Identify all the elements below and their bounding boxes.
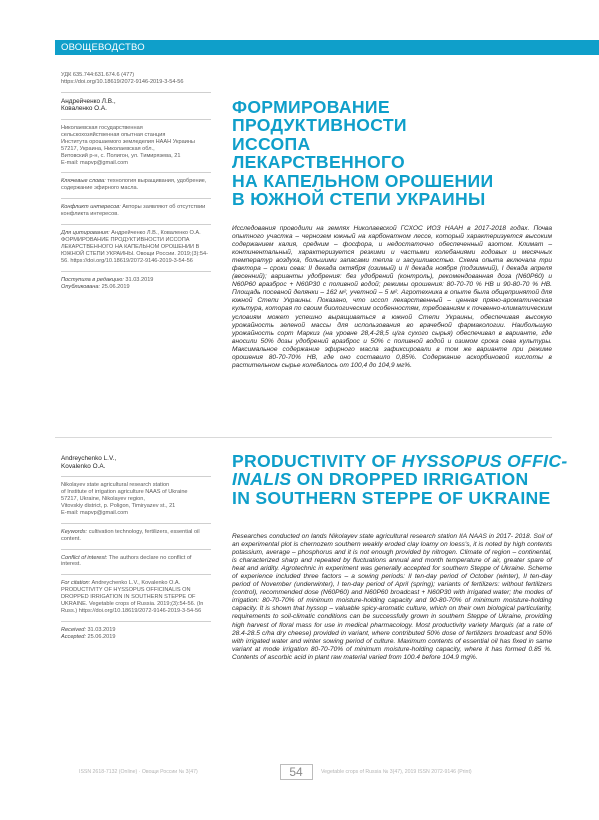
en-abstract: Researches conducted on lands Nikolayev state agricultural research station IIA NAAS in 2017- 2018. Soil of an experimental plot is chernozem southern weakly eroded clay loamy on loess's, it is noted by high contents potassium, average – phosphorus and it is not enough provided by nitrogen. Climate of region – continental, is characterized sharp and repeated by fluctuations annual and month temperature of air, greater spare of heat and aridity. Agrotechnic in experiment was generally accepted for southern Steppe of Ukraine. Scheme of experience included three factors – a sowing periods: II ten-day period of October (winter), II ten-day period of November (underwinter), I ten-day period of April (spring); variants of fertilizers: without fertilizers (control), recommended dose (N60P60) and N60P60 broadcast + N60P30 with irrigated water; the modes of irrigation: 80-70-70% of minimum moisture-holding capacity and 90-80-70% of minimum moisture-holding capacity. It is shown that hyssop – valuable spicy-aromatic culture, which on their own biological particularity, requirements to soil-climatic conditions can be successfully grown in southern Steppe of Ukraine, providing high harvest of floral mass for use in medical pharmacology. Most productivity variety Marquis (at a rate of 28.4-28.5 c/ha dry cheese) provided in variant, where contributed 50% dose of fertilizers broadcast and 50% with irrigated water and winter sowing period of culture. Maximum contents of essential oil has fixed in same variant at mode irrigation 80-70-70% of minimum moisture-holding capacity, where it has formed 0.85 %. Contents of ascorbic acid in plant raw material varied from 100.4 before 104.9 mg%. [232, 533, 552, 661]
page-footer [55, 766, 552, 778]
divider [61, 172, 211, 173]
received [61, 627, 211, 634]
conflict [61, 204, 211, 218]
section-divider [55, 437, 552, 438]
divider [61, 476, 211, 477]
divider [61, 224, 211, 225]
en-meta-column [61, 455, 211, 641]
affiliation-line: Николаевская государственная [61, 125, 143, 131]
affiliation-line: 57217, Ukraine, Nikolayev region, [61, 496, 145, 502]
conflict [61, 555, 211, 569]
conflict-label: Conflict of interest: [61, 554, 108, 561]
divider [61, 549, 211, 550]
citation-text: Андрейченко Л.В., Коваленко О.А. ФОРМИРОВАНИЕ ПРОДУКТИВНОСТИ ИССОПА ЛЕКАРСТВЕННОГО НА КАПЕЛЬНОМ ОРОШЕНИИ В ЮЖНОЙ СТЕПИ УКРАИНЫ. Овощи России. 2019;(3):54-56. https://doi.org/10.18619/2072-9146-2019-3-54-56 [61, 230, 208, 264]
title-text: PRODUCTIVITY OF [232, 451, 402, 471]
keywords [61, 529, 211, 543]
author-1: Andreychenko L.V., [61, 455, 117, 462]
divider [61, 574, 211, 575]
published-date: 25.06.2019 [101, 283, 130, 290]
divider [61, 198, 211, 199]
citation-label: Для цитирования: [61, 230, 110, 237]
published [61, 284, 211, 291]
accepted-label: Accepted: [61, 633, 86, 640]
divider [61, 119, 211, 120]
title-line: ИССОПА [232, 133, 311, 154]
title-line: ФОРМИРОВАНИЕ [232, 97, 390, 117]
title-line: НА КАПЕЛЬНОМ ОРОШЕНИИ [232, 170, 494, 191]
footer-right: Vegetable crops of Russia № 3(47), 2019 ISSN 2072-9146 (Print) [321, 769, 472, 775]
title-line: В ЮЖНОЙ СТЕПИ УКРАИНЫ [232, 189, 486, 210]
en-title [232, 452, 567, 507]
conflict-text: The authors declare no conflict of interest. [61, 554, 192, 568]
udc: УДК 635.744:631.674.6 (477) [61, 72, 135, 78]
title-text: ON DROPPED IRRIGATION [291, 469, 529, 490]
divider [61, 92, 211, 93]
title-species: HYSSOPUS OFFIC- [401, 451, 568, 471]
received-date: 31.03.2019 [125, 276, 154, 283]
divider [61, 523, 211, 524]
keywords [61, 178, 211, 192]
citation-label: For citation: [61, 580, 91, 587]
keywords-text: технология выращивания, удобрение, содержание эфирного масла. [61, 178, 207, 192]
page-number: 54 [289, 765, 303, 779]
citation [61, 230, 211, 265]
affiliation-line: Vitovskiy district, p. Poligon, Timiryazev st., 21 [61, 502, 176, 509]
title-line: ПРОДУКТИВНОСТИ [232, 115, 407, 136]
title-species: INALIS [232, 469, 292, 490]
conflict-text: Авторы заявляют об отсутствии конфликта интересов. [61, 204, 206, 218]
ru-meta-column [61, 72, 211, 290]
title-line [232, 452, 567, 470]
doi-link[interactable]: https://doi.org/10.18619/2072-9146-2019-3-54-56 [61, 78, 184, 85]
keywords-label: Keywords: [61, 528, 88, 535]
received [61, 277, 211, 284]
footer-left: ISSN 2618-7132 (Online) · Овощи России № 3(47) [79, 769, 198, 775]
title-line: IN SOUTHERN STEPPE OF UKRAINE [232, 487, 551, 508]
affiliation-line: Витовский р-н, с. Полигон, ул. Тимирязева, 21 [61, 152, 181, 159]
received-date: 31.03.2019 [87, 626, 116, 633]
conflict-label: Конфликт интересов: [61, 204, 121, 211]
received-label: Received: [61, 626, 86, 633]
affiliation-line: сельскохозяйственная опытная станция [61, 131, 166, 138]
divider [61, 271, 211, 272]
ru-title [232, 98, 493, 208]
published-label: Опубликована: [61, 283, 101, 290]
author-1: Андрейченко Л.В., [61, 97, 116, 105]
email[interactable]: E-mail: mapvp@gmail.com [61, 159, 128, 166]
affiliation-line: Института орошаемого земледелия НААН Украины [61, 138, 195, 145]
received-label: Поступила в редакцию: [61, 276, 124, 283]
keywords-label: Ключевые слова: [61, 178, 106, 185]
email[interactable]: E-mail: mapvp@gmail.com [61, 509, 128, 516]
accepted [61, 634, 211, 641]
author-2: Коваленко О.А. [61, 105, 107, 113]
accepted-date: 25.06.2019 [87, 633, 116, 640]
section-label: ОВОЩЕВОДСТВО [55, 40, 599, 55]
keywords-text: cultivation technology, fertilizers, essential oil content. [61, 528, 200, 542]
citation [61, 580, 211, 615]
affiliation-line: 57217, Украина, Николаевская обл., [61, 145, 155, 152]
ru-abstract: Исследования проводили на землях Николаевской ГСХОС ИОЗ НААН в 2017-2018 годах. Почва опытного участка – чернозем южный на карбонатном лессе, который характеризуется высоким содержанием калия, средним – фосфора, и недостаточно обеспеченный азотом. Климат – континентальный, характеризуется резкими и частыми колебаниями годовых и месячных температур воздуха, большими запасами тепла и засушливостью. Схема опыта включала три фактора – сроки сева: II декада октября (озимый) и II декада ноября (подзимний), I декада апреля (весенний); варианты удобрения: без удобрений (контроль), рекомендованная доза (N60P60) и N60P60 вразброс + N60P30 с поливной водой; режимы орошения: 80-70-70 % НВ и 90-80-70 % НВ. Площадь посевной делянки – 162 м², учетной – 5 м². Агротехника в опыте была общепринятой для южной Степи Украины. Показано, что иссоп лекарственный – ценная пряно-ароматическая культура, которая по своим биологическим особенностям, требованиям к почвенно-климатическим условиям может успешно выращиваться в южной Степи Украины, обеспечивая высокую урожайность зеленой массы для использования во врачебной фармакологии. Наибольшую урожайность сорт Маркиз (на уровне 28,4-28,5 ц/га сухого сырья) обеспечивал в варианте, где вносили 50% дозы удобрений вразброс и 50% с поливной водой и озимом срока сева культуры. Максимальное содержание эфирного масла зафиксировали в том же варианте при режиме орошения 80-70-70% НВ, где оно составило 0,85%. Содержание аскорбиновой кислоты в растительном сырье колебалось от 100,4 до 104,9 мг%. [232, 225, 552, 369]
title-line [232, 470, 567, 488]
title-line: ЛЕКАРСТВЕННОГО [232, 152, 405, 173]
citation-text: Andreychenko L.V., Kovalenko O.A. PRODUCTIVITY OF HYSSOPUS OFFICINALIS ON DROPPED IRRIGATION IN SOUTHERN STEPPE OF UKRAINE. Vegetable crops of Russia. 2019;(3):54-56. (In Russ.) https://doi.org/10.18619/2072-9146-2019-3-54-56 [61, 580, 204, 614]
affiliation-line: of Institute of irrigation agriculture NAAS of Ukraine [61, 489, 188, 496]
affiliation-line: Nikolayev state agricultural research station [61, 482, 170, 489]
author-2: Kovalenko O.A. [61, 462, 106, 470]
divider [61, 621, 211, 622]
